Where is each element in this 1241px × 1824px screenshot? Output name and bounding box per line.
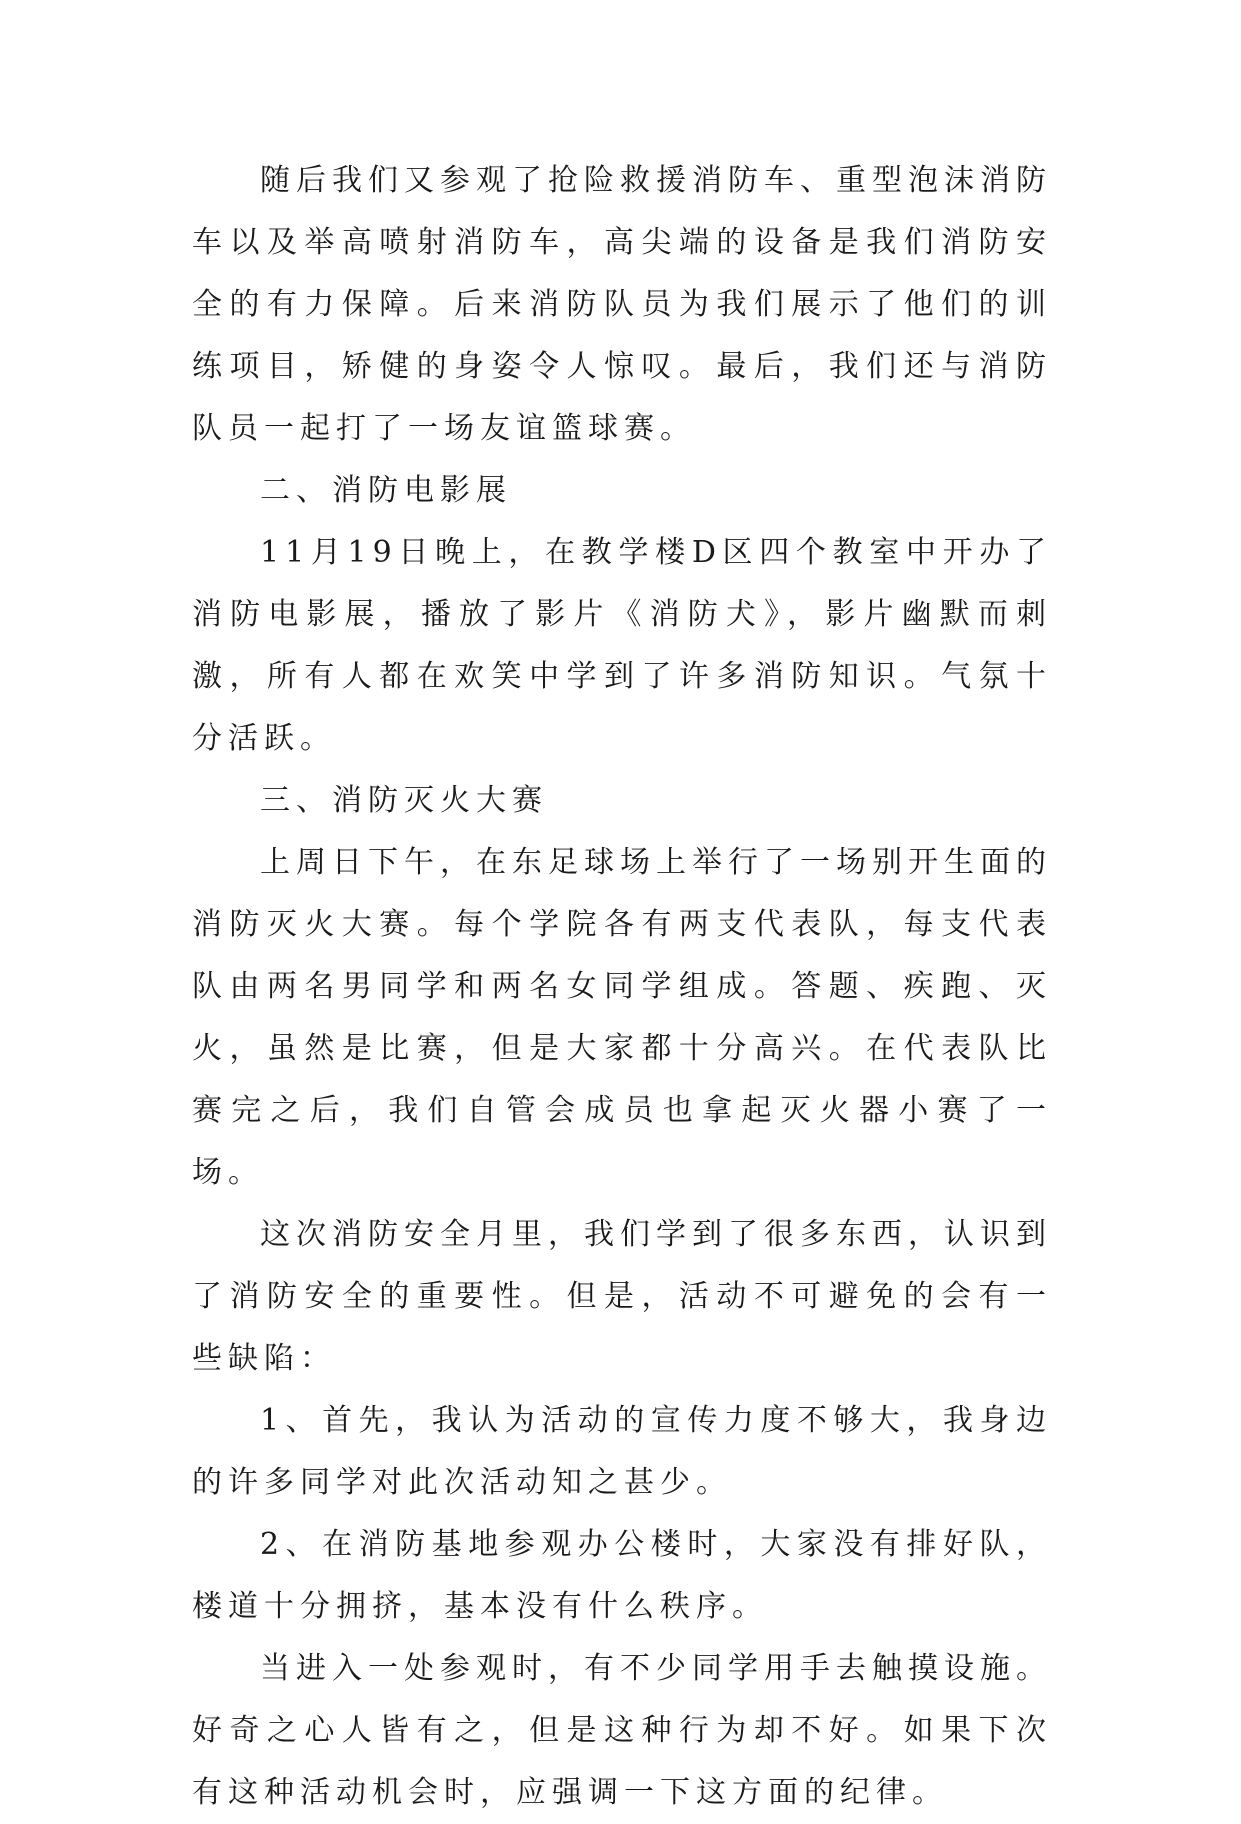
paragraph-summary: 这次消防安全月里，我们学到了很多东西，认识到了消防安全的重要性。但是，活动不可避免的会有一些缺陷：	[192, 1217, 1052, 1376]
paragraph-shortcoming-2: 2、在消防基地参观办公楼时，大家没有排好队，楼道十分拥挤，基本没有什么秩序。	[192, 1527, 1052, 1624]
section-heading-film-exhibition: 二、消防电影展	[260, 473, 512, 508]
paragraph-film-exhibition: 11月19日晚上，在教学楼D区四个教室中开办了消防电影展，播放了影片《消防犬》，影片幽默而刺激，所有人都在欢笑中学到了许多消防知识。气氛十分活跃。	[192, 535, 1052, 756]
paragraph-firefighting-contest: 上周日下午，在东足球场上举行了一场别开生面的消防灭火大赛。每个学院各有两支代表队，每支代表队由两名男同学和两名女同学组成。答题、疾跑、灭火，虽然是比赛，但是大家都十分高兴。在代表队比赛完之后，我们自管会成员也拿起灭火器小赛了一场。	[192, 845, 1052, 1190]
document-body	[192, 150, 1052, 1824]
section-heading-firefighting-contest: 三、消防灭火大赛	[260, 783, 548, 818]
paragraph-shortcoming-1: 1、首先，我认为活动的宣传力度不够大，我身边的许多同学对此次活动知之甚少。	[192, 1403, 1052, 1500]
paragraph-fire-truck-visit: 随后我们又参观了抢险救援消防车、重型泡沫消防车以及举高喷射消防车，高尖端的设备是我们消防安全的有力保障。后来消防队员为我们展示了他们的训练项目，矫健的身姿令人惊叹。最后，我们还与消防队员一起打了一场友谊篮球赛。	[192, 163, 1052, 446]
paragraph-shortcoming-3: 当进入一处参观时，有不少同学用手去触摸设施。好奇之心人皆有之，但是这种行为却不好。如果下次有这种活动机会时，应强调一下这方面的纪律。	[192, 1651, 1052, 1810]
